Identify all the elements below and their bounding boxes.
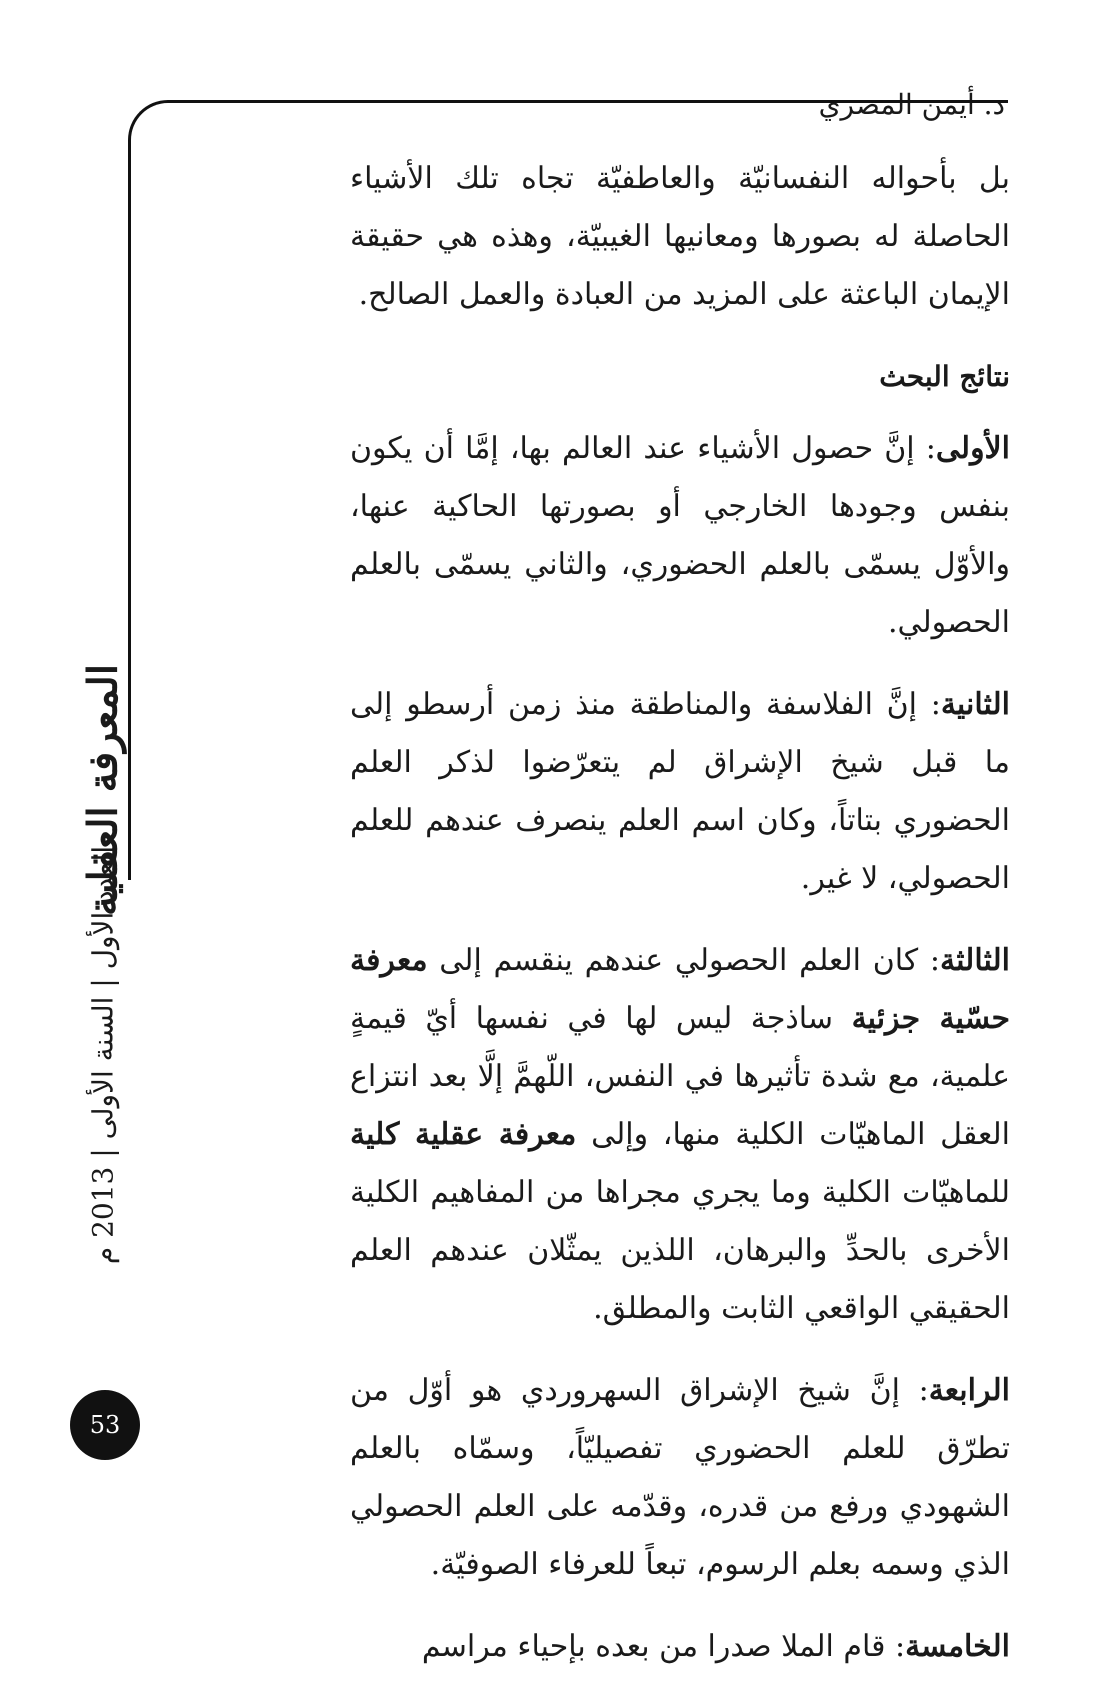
author-name: د. أيمن المصري	[818, 88, 1005, 121]
issue-info: العدد الأول | السنة الأولى | 2013 م	[86, 845, 120, 1265]
result-fourth-label: الرابعة	[928, 1373, 1010, 1408]
result-third-bold-2: معرفة عقلية كلية	[350, 1117, 577, 1152]
result-fifth	[350, 1618, 1010, 1676]
result-second-text: : إنَّ الفلاسفة والمناطقة منذ زمن أرسطو إلى ما قبل شيخ الإشراق لم يتعرّضوا لذكر العلم الحضوري بتاتاً، وكان اسم العلم ينصرف عندهم للعلم الحصولي، لا غير.	[350, 687, 1010, 896]
result-first	[350, 420, 1010, 652]
result-first-text: : إنَّ حصول الأشياء عند العالم بها، إمَّا أن يكون بنفس وجودها الخارجي أو بصورتها الحاكية عنها، والأوّل يسمّى بالعلم الحضوري، والثاني يسمّى بالعلم الحصولي.	[350, 431, 1010, 640]
intro-paragraph: بل بأحواله النفسانيّة والعاطفيّة تجاه تلك الأشياء الحاصلة له بصورها ومعانيها الغيبيّة، وهذه هي حقيقة الإيمان الباعثة على المزيد من العبادة والعمل الصالح.	[350, 161, 1010, 312]
result-fifth-label: الخامسة	[905, 1629, 1010, 1664]
result-third-text-b: ساذجة ليس لها في نفسها أيّ قيمةٍ علمية، مع شدة تأثيرها في النفس، اللّهمَّ إلَّا بعد انتزاع العقل الماهيّات الكلية منها، وإلى	[350, 1001, 1011, 1152]
page-number-badge: 53	[70, 1390, 140, 1460]
result-third	[350, 932, 1010, 1338]
result-second	[350, 676, 1010, 908]
result-fourth	[350, 1362, 1010, 1594]
result-first-label: الأولى	[935, 431, 1010, 466]
result-fourth-text: : إنَّ شيخ الإشراق السهروردي هو أوّل من تطرّق للعلم الحضوري تفصيليّاً، وسمّاه بالعلم الشهودي ورفع من قدره، وقدّمه على العلم الحصولي الذي وسمه بعلم الرسوم، تبعاً للعرفاء الصوفيّة.	[350, 1373, 1010, 1582]
result-third-bold-1: معرفة حسّية جزئية	[350, 943, 1010, 1036]
journal-sidebar	[58, 664, 148, 1265]
result-second-label: الثانية	[940, 687, 1010, 722]
article-body	[350, 150, 1010, 1700]
result-fifth-text: : قام الملا صدرا من بعده بإحياء مراسم	[421, 1629, 906, 1664]
result-third-text-c: للماهيّات الكلية وما يجري مجراها من المفاهيم الكلية الأخرى بالحدِّ والبرهان، اللذين يمثّلان عندهم العلم الحقيقي الواقعي الثابت والمطلق.	[350, 1175, 1010, 1326]
result-third-text-a: : كان العلم الحصولي عندهم ينقسم إلى	[427, 943, 941, 978]
section-heading: نتائج البحث	[879, 360, 1010, 393]
result-third-label: الثالثة	[940, 943, 1010, 978]
journal-logo: المعرفة العقلية	[79, 664, 127, 916]
